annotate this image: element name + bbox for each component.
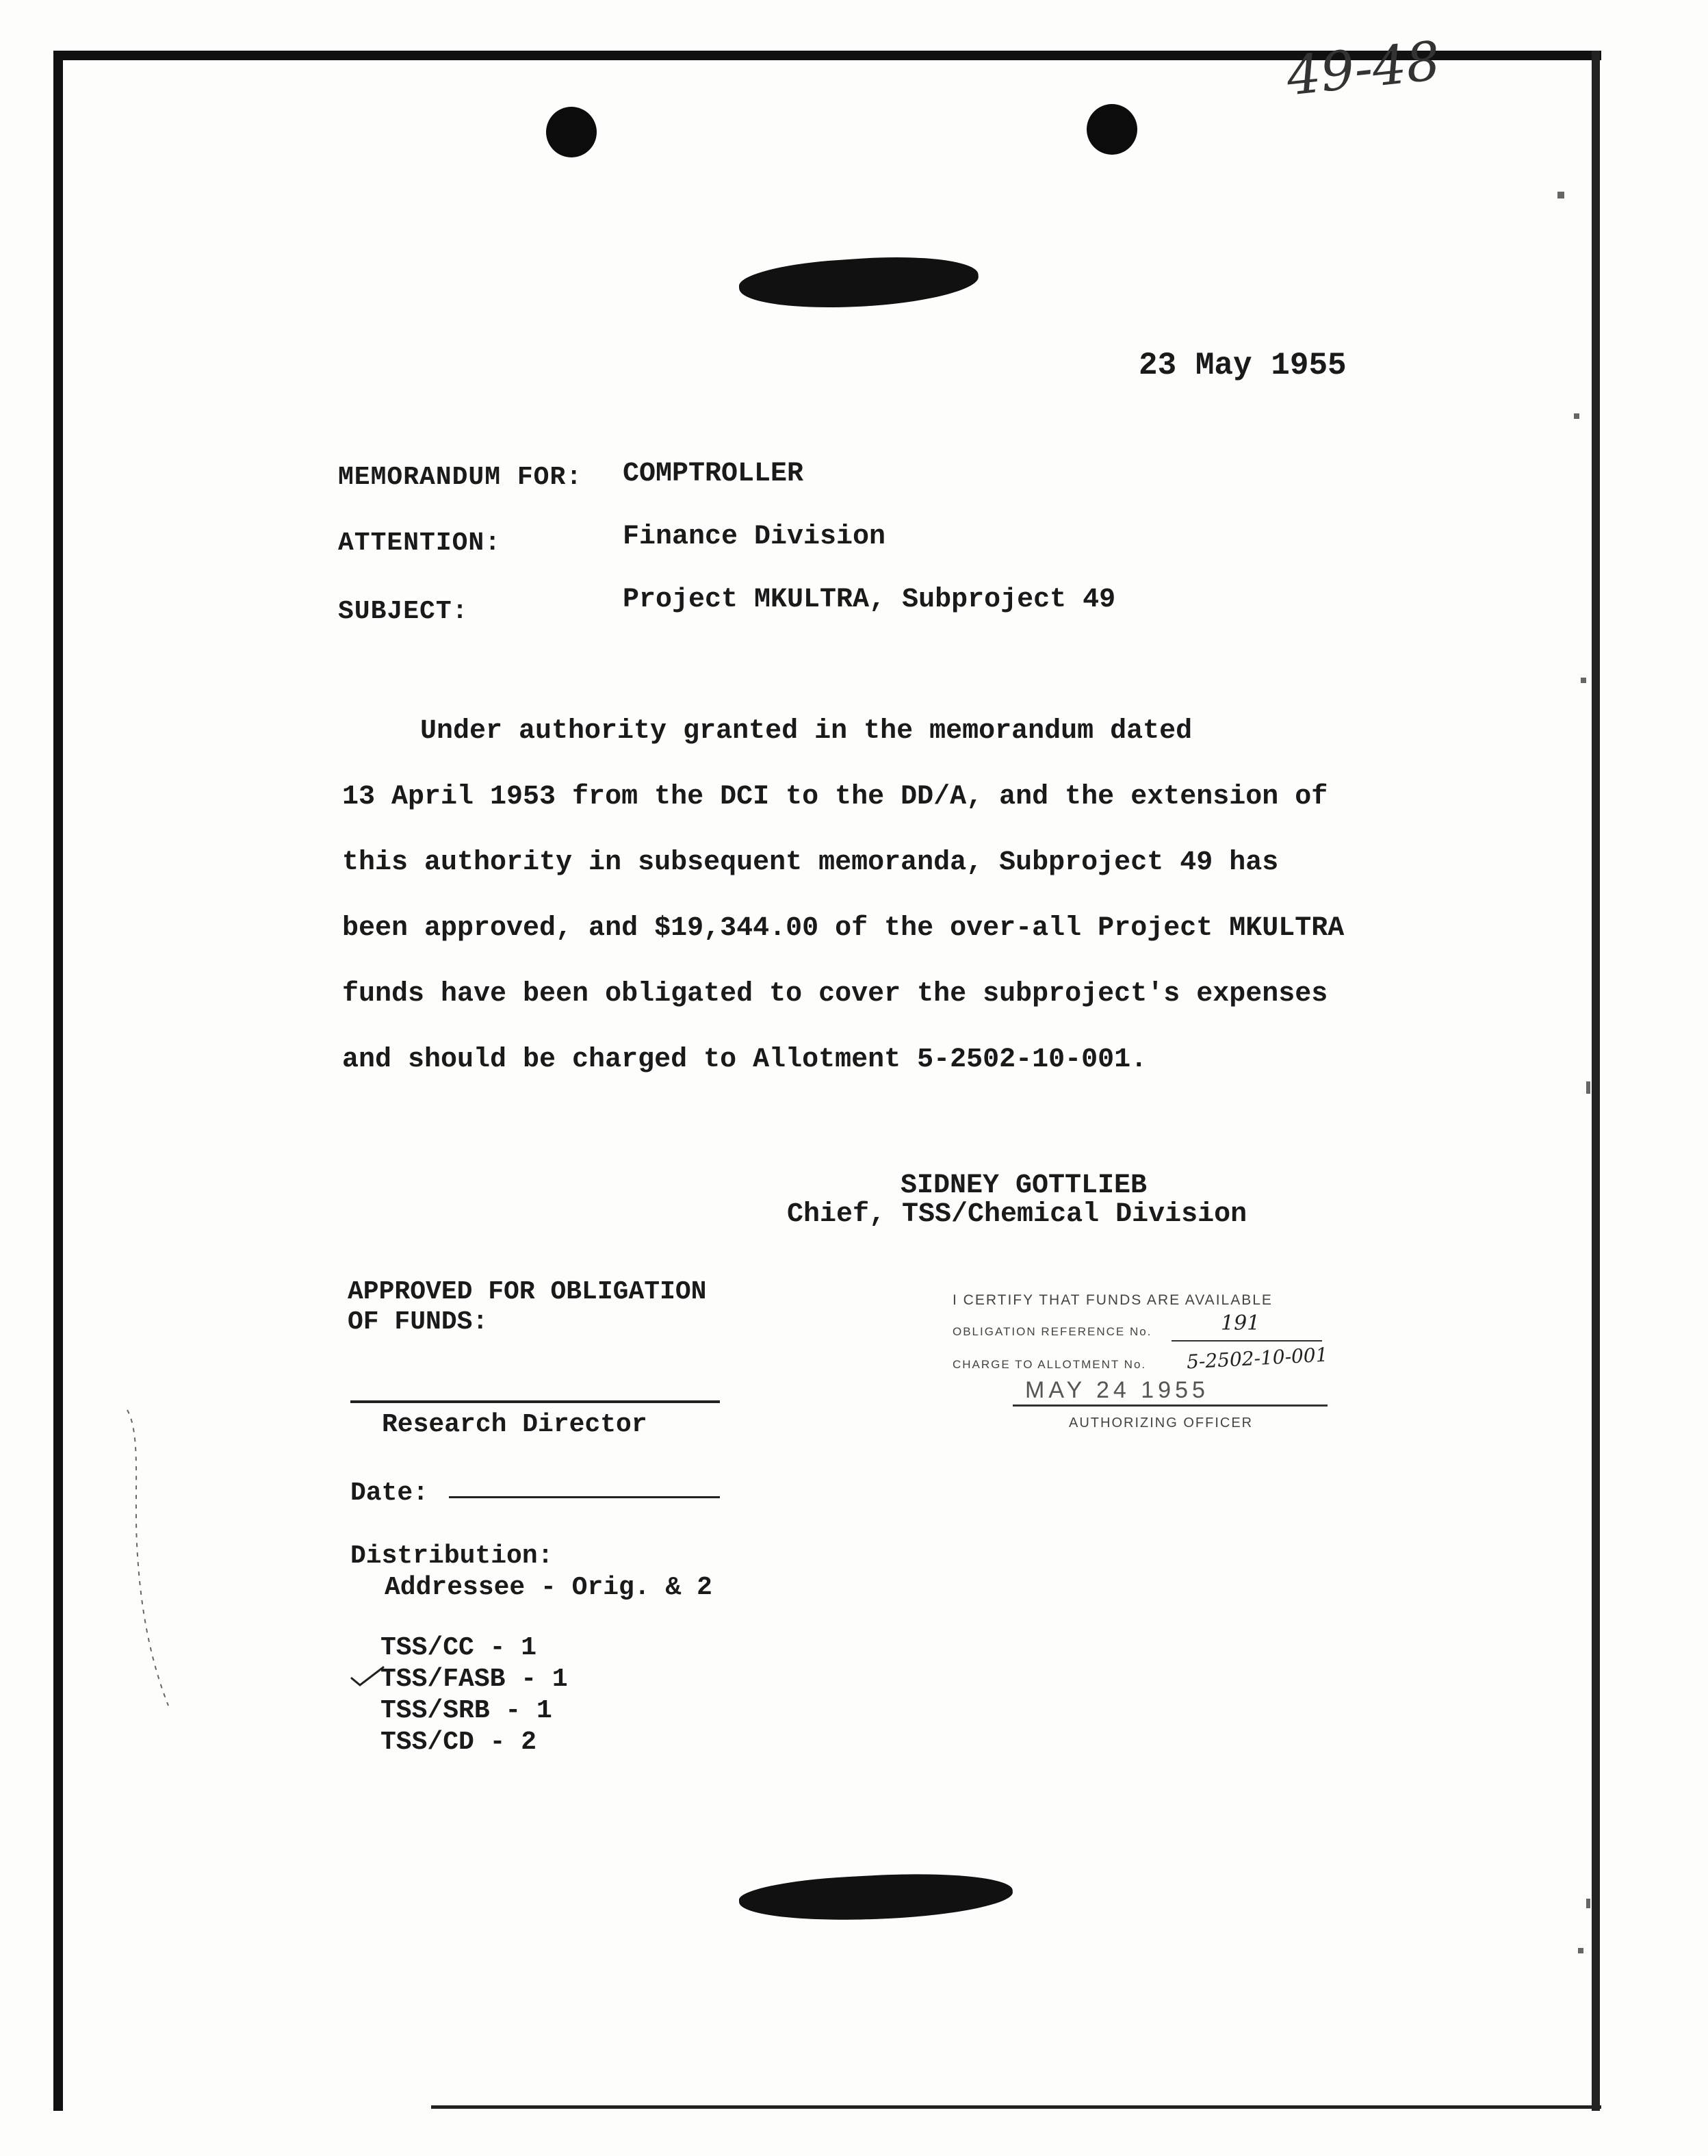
body-line-3: this authority in subsequent memoranda, Subproject 49 has: [342, 847, 1279, 878]
page-edge-right: [1592, 51, 1600, 2111]
distribution-addressee: Addressee - Orig. & 2: [385, 1573, 712, 1602]
memorandum-for-value: COMPTROLLER: [623, 459, 804, 489]
approval-signature-line: [350, 1400, 720, 1403]
redaction-bottom: [738, 1869, 1014, 1927]
memo-date: 23 May 1955: [1139, 348, 1347, 383]
distribution-label: Distribution:: [350, 1541, 554, 1571]
distribution-entry: TSS/CC - 1: [380, 1633, 537, 1663]
punch-hole-right: [1087, 104, 1137, 155]
approval-line-2: OF FUNDS:: [348, 1307, 489, 1337]
attention-label: ATTENTION:: [338, 528, 502, 558]
body-line-2: 13 April 1953 from the DCI to the DD/A, and the extension of: [342, 782, 1328, 812]
body-line-4: been approved, and $19,344.00 of the over-all Project MKULTRA: [342, 913, 1345, 944]
signer-title: Chief, TSS/Chemical Division: [787, 1199, 1247, 1230]
stamp-obligation-value: 191: [1221, 1311, 1260, 1335]
distribution-entry: TSS/CD - 2: [380, 1728, 537, 1757]
speck: [1586, 1899, 1590, 1908]
distribution-entry: TSS/FASB - 1: [380, 1665, 568, 1694]
research-director-label: Research Director: [382, 1410, 647, 1439]
stamp-allotment-label: CHARGE TO ALLOTMENT No.: [953, 1358, 1147, 1371]
approval-line-1: APPROVED FOR OBLIGATION: [348, 1277, 707, 1307]
speck: [1581, 678, 1586, 683]
stamp-officer-line: [1013, 1404, 1328, 1407]
check-mark-icon: [350, 1665, 385, 1688]
speck: [1557, 192, 1564, 198]
memorandum-for-label: MEMORANDUM FOR:: [338, 463, 583, 492]
page-edge-bottom: [431, 2105, 1601, 2109]
approval-date-label: Date:: [350, 1478, 429, 1508]
approval-date-line: [449, 1496, 720, 1498]
subject-value: Project MKULTRA, Subproject 49: [623, 585, 1116, 615]
body-line-6: and should be charged to Allotment 5-2502-10-001.: [342, 1044, 1148, 1075]
stamp-certify-line: I CERTIFY THAT FUNDS ARE AVAILABLE: [953, 1292, 1273, 1308]
stamp-date: MAY 24 1955: [1025, 1377, 1209, 1403]
punch-hole-left: [546, 107, 597, 157]
speck: [1578, 1948, 1583, 1953]
margin-bracket-mark: [120, 1407, 175, 1708]
body-line-1: Under authority granted in the memorandum dated: [420, 716, 1193, 747]
stamp-officer-label: AUTHORIZING OFFICER: [1069, 1415, 1254, 1430]
handwritten-file-number: 49-48: [1283, 30, 1443, 108]
signer-name: SIDNEY GOTTLIEB: [901, 1170, 1148, 1201]
stamp-obligation-line: [1172, 1340, 1322, 1342]
speck: [1574, 413, 1579, 419]
attention-value: Finance Division: [623, 522, 886, 552]
subject-label: SUBJECT:: [338, 597, 469, 626]
stamp-obligation-label: OBLIGATION REFERENCE No.: [953, 1325, 1152, 1338]
speck: [1586, 1081, 1590, 1094]
stamp-allotment-value: 5-2502-10-001: [1186, 1343, 1329, 1374]
distribution-entry: TSS/SRB - 1: [380, 1696, 552, 1725]
redaction-top: [738, 251, 980, 315]
page-edge-left: [53, 51, 63, 2111]
body-line-5: funds have been obligated to cover the subproject's expenses: [342, 979, 1328, 1010]
